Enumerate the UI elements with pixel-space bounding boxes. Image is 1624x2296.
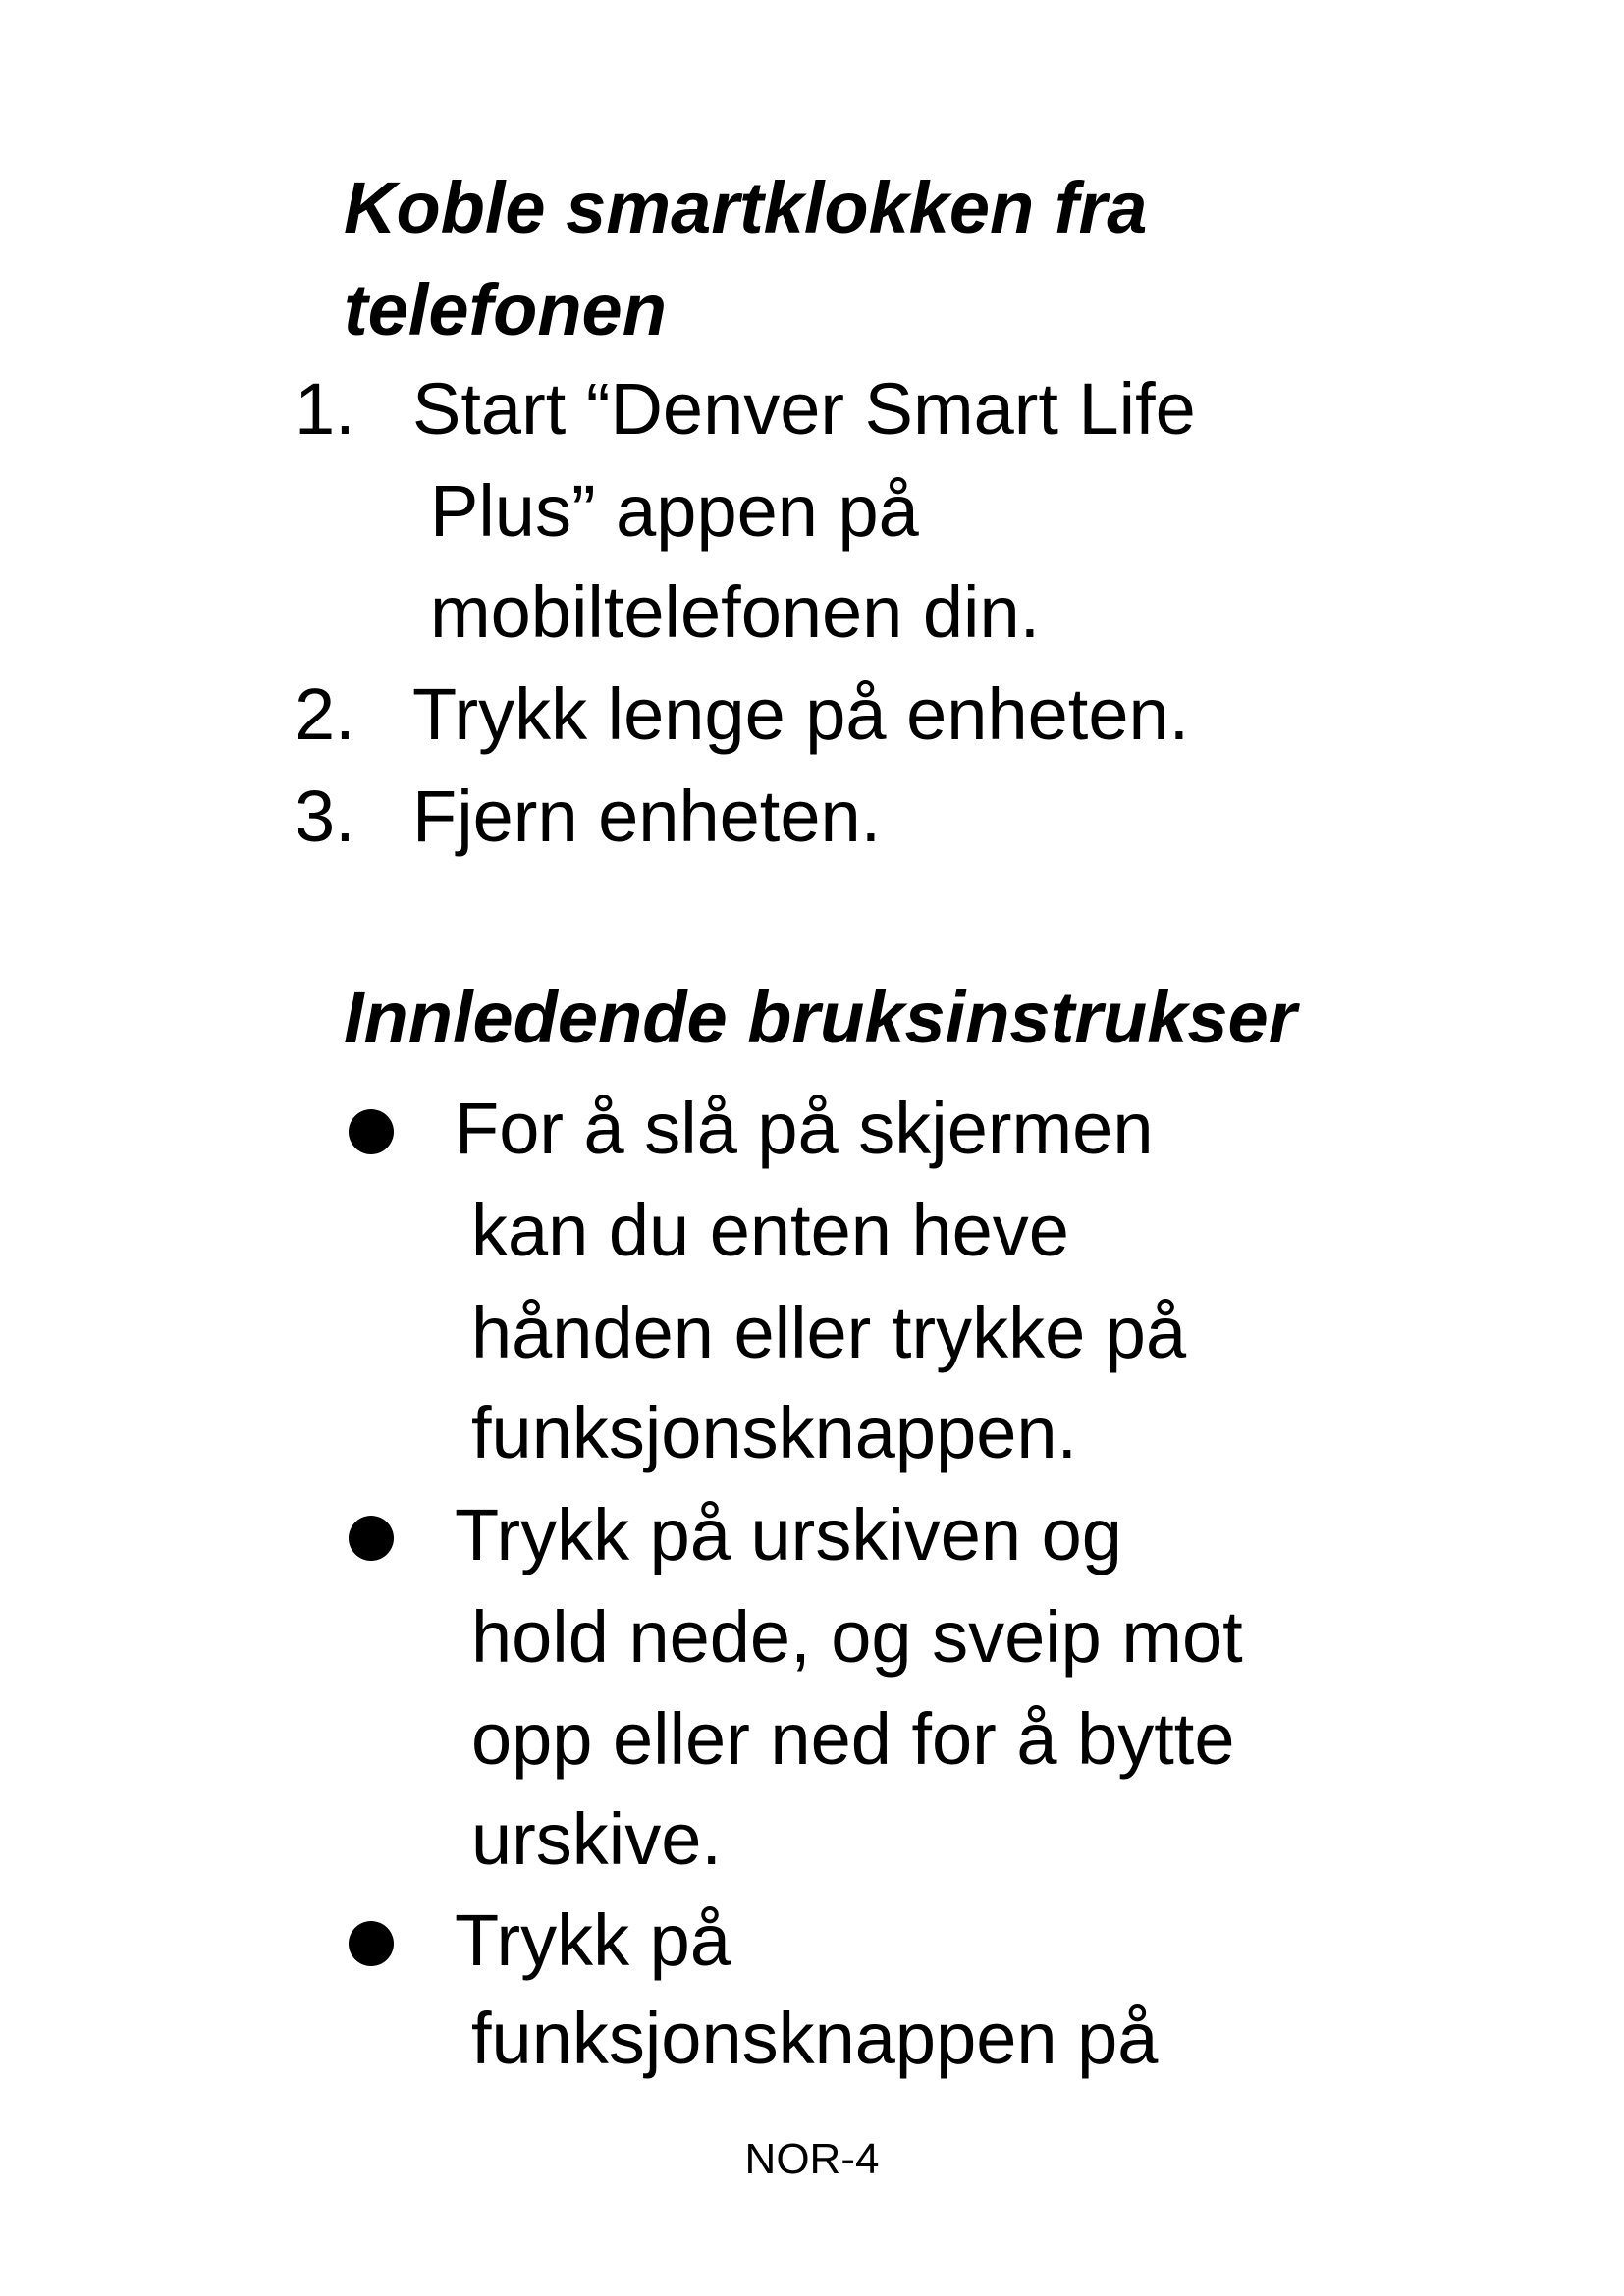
step-number: 3. bbox=[295, 775, 355, 857]
bullet-text-line: urskive. bbox=[471, 1798, 722, 1880]
section-heading-disconnect bbox=[344, 157, 1147, 361]
bullet-text-line: hold nede, og sveip mot bbox=[471, 1596, 1243, 1678]
step-text-line: Trykk lenge på enheten. bbox=[412, 673, 1190, 755]
bullet-text-line: opp eller ned for å bytte bbox=[471, 1698, 1235, 1780]
bullet-icon bbox=[349, 1109, 394, 1154]
step-text-line: Start “Denver Smart Life bbox=[412, 368, 1196, 450]
bullet-text-line: kan du enten heve bbox=[471, 1190, 1069, 1271]
bullet-text-line: funksjonsknappen. bbox=[471, 1392, 1078, 1473]
bullet-text-line: funksjonsknappen på bbox=[471, 1998, 1159, 2079]
step-number: 2. bbox=[295, 673, 355, 755]
step-text-line: Plus” appen på bbox=[430, 470, 919, 552]
heading-line-2: telefonen bbox=[344, 269, 667, 350]
section-heading-initial-instructions: Innledende bruksinstrukser bbox=[344, 977, 1297, 1058]
bullet-text-line: For å slå på skjermen bbox=[455, 1088, 1154, 1169]
bullet-text-line: hånden eller trykke på bbox=[471, 1292, 1187, 1373]
bullet-text-line: Trykk på bbox=[455, 1899, 731, 1981]
heading-line-1: Koble smartklokken fra bbox=[344, 167, 1148, 248]
page-number: NOR-4 bbox=[744, 2135, 880, 2183]
step-number: 1. bbox=[295, 368, 355, 450]
step-text-line: mobiltelefonen din. bbox=[430, 571, 1041, 653]
step-text-line: Fjern enheten. bbox=[412, 775, 882, 857]
bullet-icon bbox=[349, 1921, 394, 1966]
bullet-icon bbox=[349, 1516, 394, 1561]
bullet-text-line: Trykk på urskiven og bbox=[455, 1494, 1122, 1575]
